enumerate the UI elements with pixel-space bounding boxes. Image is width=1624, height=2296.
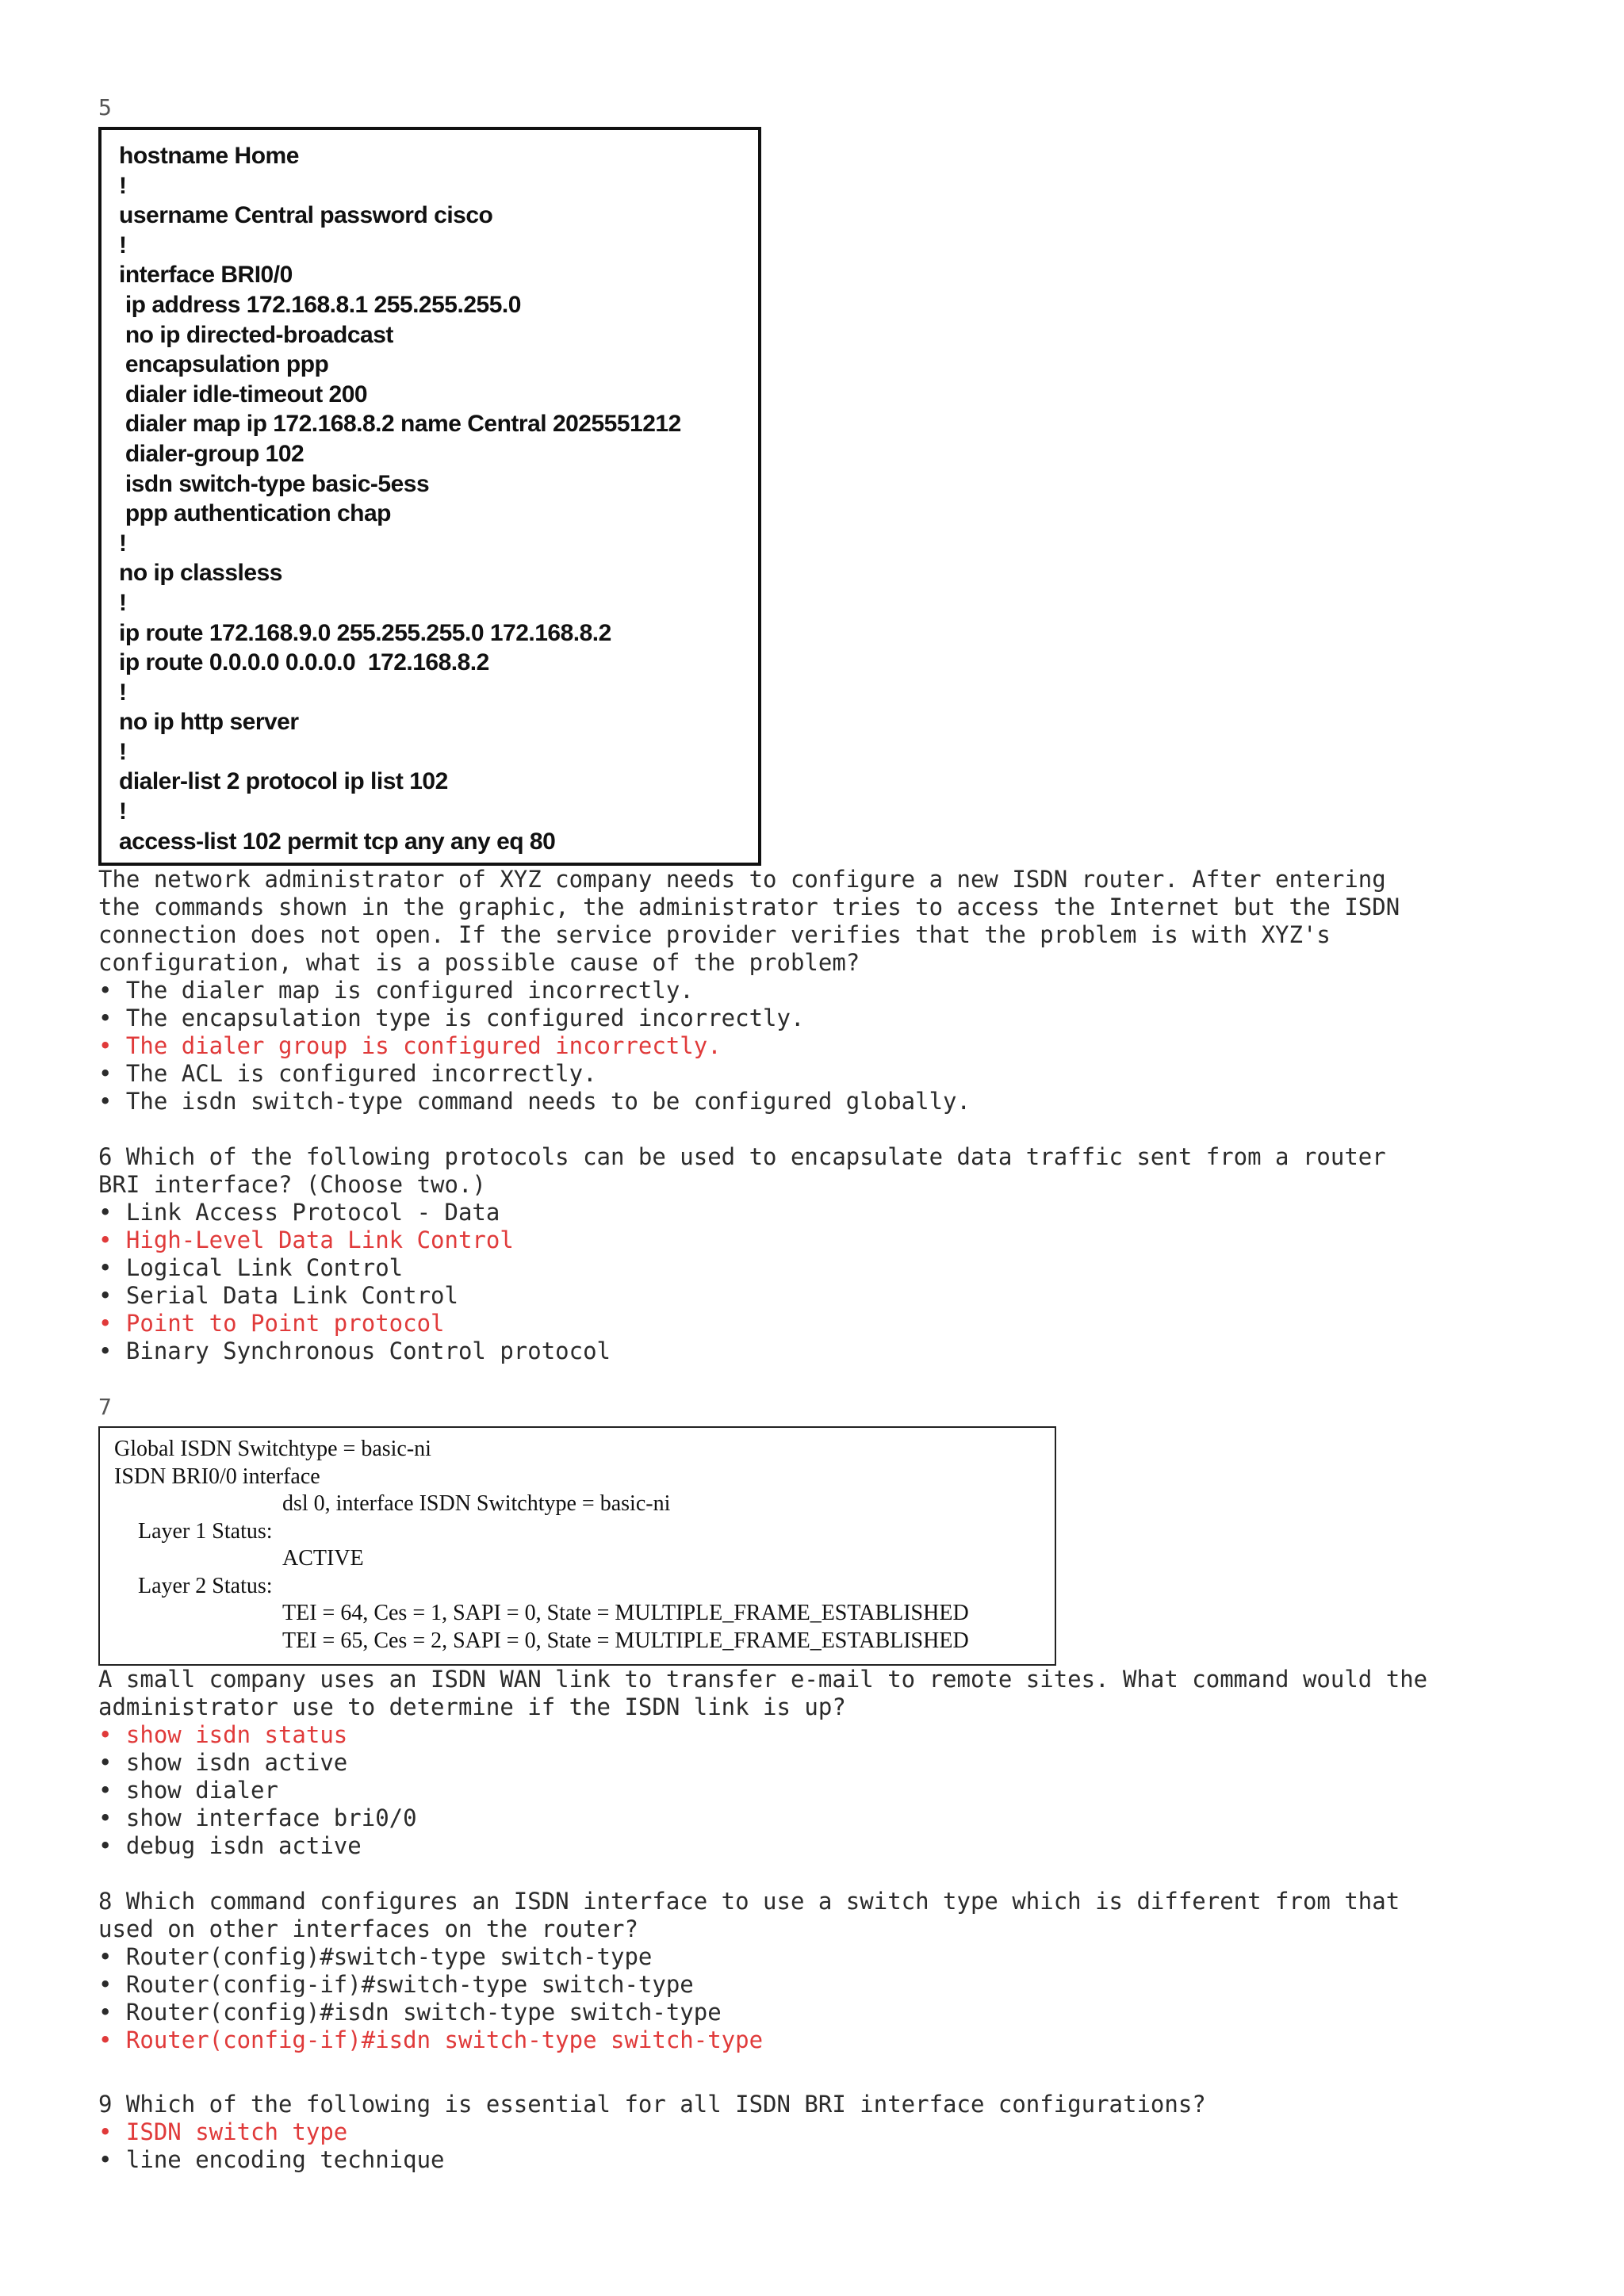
config-line: ip route 172.168.9.0 255.255.255.0 172.168.8.2 (119, 619, 611, 646)
config-line: ! (119, 738, 127, 765)
correct-answer-option: • Router(config-if)#isdn switch-type switch-type (98, 2026, 764, 2053)
answer-option: • show dialer (98, 1777, 278, 1804)
config-line: ! (119, 172, 127, 199)
isdn-status-figure (98, 1426, 1056, 1666)
isdn-status-line: dsl 0, interface ISDN Switchtype = basic-ni (282, 1491, 671, 1516)
question-7-number: 7 (98, 1394, 112, 1420)
question-5-text: The network administrator of XYZ company needs to configure a new ISDN router. After entering the commands shown in the graphic, the administrator tries to access the Internet but the ISDN connection does not open. If the service provider verifies that the problem is with XYZ's configuration, what is a possible cause of the problem? (98, 866, 1400, 976)
isdn-status-line: ISDN BRI0/0 interface (114, 1464, 320, 1489)
question-9-text: 9 Which of the following is essential for all ISDN BRI interface configurations? (98, 2091, 1206, 2118)
answer-option: • Link Access Protocol - Data (98, 1199, 500, 1226)
correct-answer-option: • High-Level Data Link Control (98, 1226, 514, 1253)
isdn-status-line: ACTIVE (282, 1546, 364, 1571)
document-body (98, 94, 1589, 2174)
config-line: dialer map ip 172.168.8.2 name Central 2025551212 (119, 411, 681, 438)
config-line: access-list 102 permit tcp any any eq 80 (119, 828, 556, 855)
isdn-status-line: TEI = 65, Ces = 2, SAPI = 0, State = MULTIPLE_FRAME_ESTABLISHED (282, 1628, 969, 1653)
config-line: dialer-list 2 protocol ip list 102 (119, 768, 448, 795)
config-line: no ip classless (119, 560, 282, 587)
config-line: dialer-group 102 (119, 440, 304, 467)
config-line: ! (119, 589, 127, 616)
answer-option: • Router(config)#switch-type switch-type (98, 1943, 653, 1970)
config-line: hostname Home (119, 143, 299, 169)
answer-option: • Serial Data Link Control (98, 1282, 458, 1309)
config-line: username Central password cisco (119, 202, 493, 229)
config-line: no ip http server (119, 709, 299, 736)
config-line: ! (119, 530, 127, 557)
isdn-status-line: Layer 1 Status: (138, 1518, 273, 1544)
question-6-text: 6 Which of the following protocols can be used to encapsulate data traffic sent from a router BRI interface? (Choose two.) (98, 1143, 1386, 1198)
answer-option: • Logical Link Control (98, 1254, 404, 1281)
isdn-status-line: Layer 2 Status: (138, 1573, 273, 1598)
config-line: interface BRI0/0 (119, 262, 293, 289)
correct-answer-option: • The dialer group is configured incorrectly. (98, 1032, 722, 1059)
config-line: ppp authentication chap (119, 500, 392, 527)
answer-option: • The dialer map is configured incorrectly. (98, 977, 694, 1004)
question-8-text: 8 Which command configures an ISDN interface to use a switch type which is different from that used on other interfaces on the router? (98, 1888, 1400, 1942)
answer-option: • Router(config-if)#switch-type switch-type (98, 1971, 694, 1998)
config-line: isdn switch-type basic-5ess (119, 470, 430, 497)
config-line: ip route 0.0.0.0 0.0.0.0 172.168.8.2 (119, 649, 489, 676)
isdn-status-line: TEI = 64, Ces = 1, SAPI = 0, State = MULTIPLE_FRAME_ESTABLISHED (282, 1601, 969, 1625)
answer-option: • debug isdn active (98, 1832, 362, 1859)
config-line: ip address 172.168.8.1 255.255.255.0 (119, 291, 521, 318)
question-7-text: A small company uses an ISDN WAN link to transfer e-mail to remote sites. What command would the administrator use to determine if the ISDN link is up? (98, 1666, 1428, 1720)
correct-answer-option: • Point to Point protocol (98, 1310, 445, 1337)
config-line: ! (119, 798, 127, 825)
correct-answer-option: • show isdn status (98, 1721, 348, 1748)
answer-option: • The encapsulation type is configured incorrectly. (98, 1004, 805, 1031)
answer-option: • show isdn active (98, 1749, 348, 1776)
isdn-status-line: Global ISDN Switchtype = basic-ni (114, 1437, 431, 1461)
config-line: ! (119, 232, 127, 258)
answer-option: • show interface bri0/0 (98, 1804, 417, 1831)
answer-option: • Binary Synchronous Control protocol (98, 1337, 611, 1364)
question-5-number: 5 (98, 94, 112, 121)
router-config-figure (98, 127, 761, 866)
answer-option: • line encoding technique (98, 2146, 445, 2173)
answer-option: • The isdn switch-type command needs to be configured globally. (98, 1088, 971, 1115)
answer-option: • The ACL is configured incorrectly. (98, 1060, 597, 1087)
config-line: ! (119, 679, 127, 706)
config-line: no ip directed-broadcast (119, 321, 393, 348)
config-line: dialer idle-timeout 200 (119, 381, 368, 408)
config-line: encapsulation ppp (119, 351, 329, 378)
correct-answer-option: • ISDN switch type (98, 2118, 348, 2145)
answer-option: • Router(config)#isdn switch-type switch-type (98, 1999, 722, 2026)
